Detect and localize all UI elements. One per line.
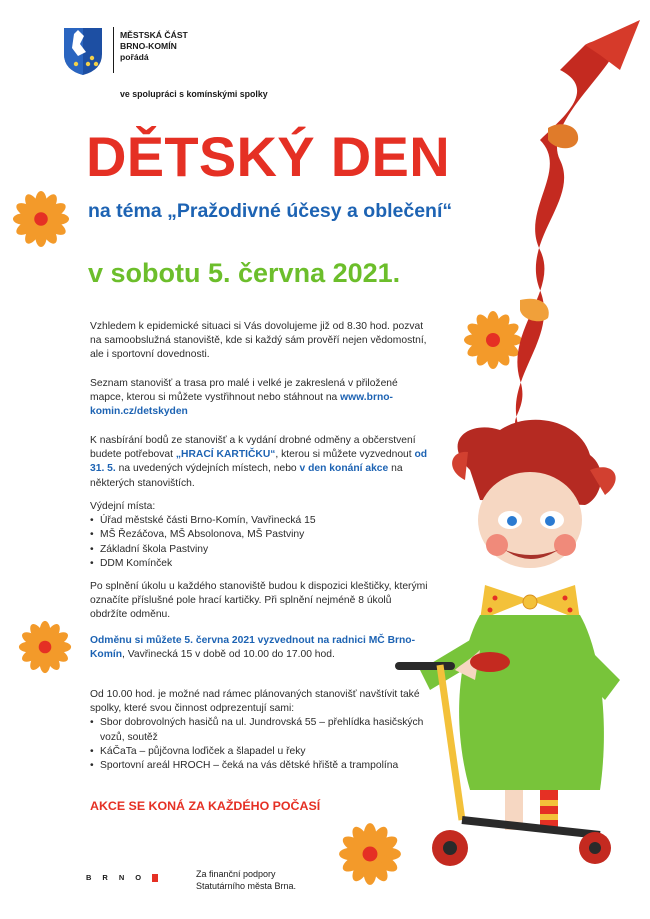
page-title: DĚTSKÝ DEN [86,125,450,188]
girl-scooter-illustration [370,0,650,919]
card-text-a: K nasbírání bodů ze stanovišť a k vydání drobné odměny a občerstvení budete potřebovat [90,435,416,461]
reward-rules-text: Po splnění úkolu u každého stanoviště budou k dispozici kleštičky, kterými označíte příslušné pole hrací kartičky. Při splnění nejméně 8 úkolů obdržíte odměnu. [90,581,428,621]
flower-icon [18,620,72,674]
logo-letter: B [86,873,92,882]
list-item: • Úřad městské části Brno-Komín, Vavřinecká 15 [90,514,430,528]
logo-letter: N [118,873,125,882]
brno-logo [86,873,158,887]
card-text-g: na některých stanovištích. [90,463,403,489]
list-item: • Sportovní areál HROCH – čeká na vás dětské hřiště a trampolína [90,759,430,773]
list-item: • Sbor dobrovolných hasičů na ul. Jundrovská 55 – přehlídka hasičských vozů, soutěž [90,716,430,744]
page-subtitle: na téma „Pražodivné účesy a oblečení“ [88,200,453,222]
flower-icon [12,190,70,248]
reward-pickup-highlight: Odměnu si můžete 5. června 2021 vyzvednout na radnici MČ Brno-Komín [90,635,416,661]
card-from-date: od 31. 5. [90,449,428,475]
cooperation-note: ve spolupráci s komínskými spolky [120,89,268,99]
intro-text: Vzhledem k epidemické situaci si Vás dovolujeme již od 8.30 hod. pozvat na samoobslužná stanoviště, kde si každý sám prověří nejen vědomostní, ale i sportovní dovednosti. [90,321,427,361]
organizer-line-3: pořádá [120,52,149,62]
header-divider [113,27,114,73]
logo-letter: R [102,873,108,882]
card-text-c: , kterou si můžete vyzvednout [275,449,412,461]
website-link[interactable]: www.brno-komin.cz/detskyden [90,392,393,418]
organizer-line-2: BRNO-KOMÍN [120,41,177,51]
organizer-line-1: MĚSTSKÁ ČÁST [120,30,188,40]
list-item: • Základní škola Pastviny [90,543,430,557]
card-text-e: na uvedených výdejních místech, nebo [118,463,297,475]
list-item: • MŠ Řezáčova, MŠ Absolonova, MŠ Pastviny [90,528,430,542]
card-event-day: v den konání akce [299,463,389,475]
logo-letter: O [135,873,142,882]
list-item: • KáČaTa – půjčovna loďiček a šlapadel u řeky [90,745,430,759]
reward-pickup-text: , Vavřinecká 15 v době od 10.00 do 17.00 hod. [122,649,335,661]
clubs-intro: Od 10.00 hod. je možné nad rámec plánovaných stanovišť navštívit také spolky, které svou činnost odprezentují sami: [90,689,420,715]
weather-notice: AKCE SE KONÁ ZA KAŽDÉHO POČASÍ [90,799,321,813]
organizer-block [120,30,188,63]
event-date: v sobotu 5. června 2021. [88,258,401,288]
sponsor-line-1: Za finanční podpory [196,869,276,879]
pickup-title: Výdejní místa: [90,501,156,512]
card-name: „HRACÍ KARTIČKU“ [175,449,276,461]
list-item: • DDM Komínček [90,557,430,571]
coat-of-arms-icon [62,26,104,76]
map-text: Seznam stanovišť a trasa pro malé i velké je zakreslená v přiložené mapce, kterou si můžete vystřihnout nebo stáhnout na [90,378,398,404]
logo-mark-icon [152,874,158,882]
sponsor-note [196,869,296,892]
sponsor-line-2: Statutárního města Brna. [196,880,297,891]
